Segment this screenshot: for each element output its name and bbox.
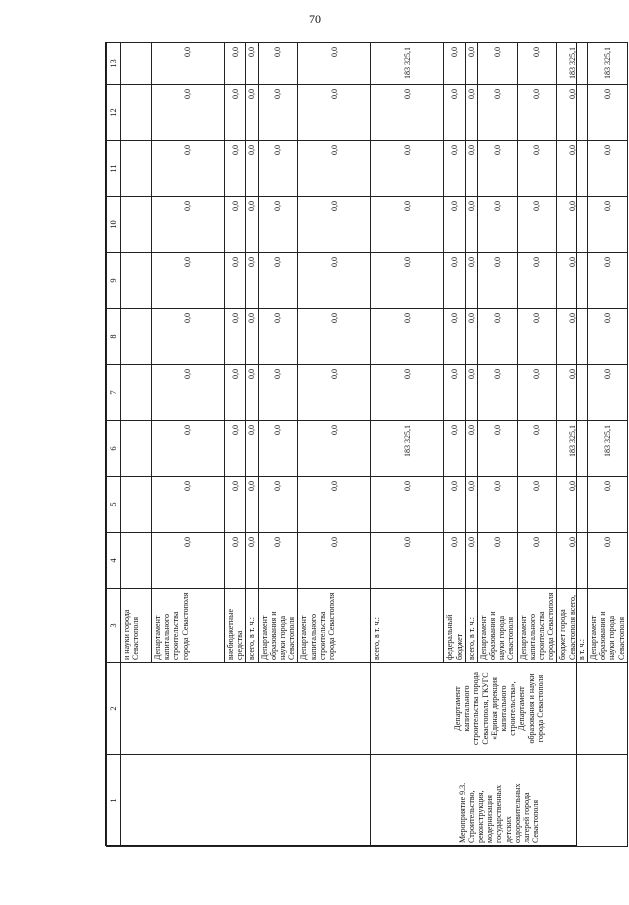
value-cell: 0,0 bbox=[246, 365, 258, 421]
value-cell: 0,0 bbox=[587, 477, 627, 533]
header-cell: 3 bbox=[107, 589, 121, 663]
value-cell bbox=[121, 141, 152, 197]
value-cell: 0,0 bbox=[444, 533, 465, 589]
value-cell: 0,0 bbox=[477, 477, 517, 533]
funding-source-cell: и науки города Севастополя bbox=[121, 589, 152, 663]
value-cell: 0,0 bbox=[225, 477, 246, 533]
value-cell: 0,0 bbox=[587, 533, 627, 589]
value-cell: 0,0 bbox=[371, 197, 444, 253]
value-cell: 0,0 bbox=[465, 253, 477, 309]
value-cell: 0,0 bbox=[465, 309, 477, 365]
value-cell: 0,0 bbox=[152, 253, 225, 309]
value-cell: 0,0 bbox=[587, 309, 627, 365]
value-cell: 0,0 bbox=[557, 365, 588, 421]
value-cell: 0,0 bbox=[298, 477, 371, 533]
value-cell: 0,0 bbox=[557, 309, 588, 365]
empty-cell bbox=[121, 663, 371, 755]
value-cell: 183 325,1 bbox=[371, 421, 444, 477]
value-cell: 183 325,1 bbox=[587, 43, 627, 85]
value-cell: 0,0 bbox=[246, 477, 258, 533]
value-cell: 0,0 bbox=[444, 141, 465, 197]
value-cell: 0,0 bbox=[444, 43, 465, 85]
value-cell: 0,0 bbox=[258, 141, 298, 197]
header-cell: 9 bbox=[107, 253, 121, 309]
value-cell: 0,0 bbox=[477, 421, 517, 477]
value-cell: 0,0 bbox=[152, 141, 225, 197]
value-cell: 0,0 bbox=[517, 85, 557, 141]
header-cell: 11 bbox=[107, 141, 121, 197]
measure-name-cell: Мероприятие 9.3. Строительство, реконструкция, модернизация государственных детских оздоровительных лагерей города Севастополя bbox=[371, 755, 627, 847]
value-cell bbox=[121, 477, 152, 533]
value-cell: 0,0 bbox=[258, 533, 298, 589]
value-cell: 0,0 bbox=[444, 197, 465, 253]
value-cell: 0,0 bbox=[557, 85, 588, 141]
table-row bbox=[121, 43, 152, 847]
value-cell: 0,0 bbox=[444, 85, 465, 141]
value-cell bbox=[121, 421, 152, 477]
value-cell: 0,0 bbox=[444, 309, 465, 365]
value-cell: 0,0 bbox=[444, 421, 465, 477]
funding-source-cell: Департамент образования и науки города Севастополя bbox=[477, 589, 517, 663]
header-cell: 12 bbox=[107, 85, 121, 141]
empty-cell bbox=[121, 755, 371, 847]
header-cell: 13 bbox=[107, 43, 121, 85]
header-row bbox=[107, 43, 121, 847]
value-cell: 0,0 bbox=[371, 533, 444, 589]
funding-source-cell: внебюджетные средства bbox=[225, 589, 246, 663]
value-cell: 0,0 bbox=[298, 43, 371, 85]
value-cell: 0,0 bbox=[587, 85, 627, 141]
funding-source-cell: бюджет города Севастополя всего, в т. ч.: bbox=[557, 589, 588, 663]
value-cell: 0,0 bbox=[465, 141, 477, 197]
header-cell: 7 bbox=[107, 365, 121, 421]
value-cell: 0,0 bbox=[465, 365, 477, 421]
value-cell: 0,0 bbox=[371, 477, 444, 533]
funding-source-cell: Департамент капитального строительства города Севастополя bbox=[298, 589, 371, 663]
value-cell: 0,0 bbox=[258, 85, 298, 141]
value-cell: 0,0 bbox=[298, 253, 371, 309]
header-cell: 8 bbox=[107, 309, 121, 365]
value-cell: 0,0 bbox=[477, 141, 517, 197]
value-cell: 0,0 bbox=[298, 365, 371, 421]
value-cell: 0,0 bbox=[246, 421, 258, 477]
value-cell: 0,0 bbox=[371, 309, 444, 365]
value-cell bbox=[121, 85, 152, 141]
value-cell: 0,0 bbox=[246, 85, 258, 141]
value-cell: 0,0 bbox=[371, 141, 444, 197]
funding-source-cell: Департамент образования и науки города Севастополя bbox=[258, 589, 298, 663]
value-cell: 0,0 bbox=[517, 309, 557, 365]
value-cell: 0,0 bbox=[517, 421, 557, 477]
value-cell: 0,0 bbox=[258, 477, 298, 533]
value-cell: 0,0 bbox=[517, 533, 557, 589]
value-cell bbox=[121, 43, 152, 85]
value-cell bbox=[121, 309, 152, 365]
table-row bbox=[371, 43, 444, 847]
rotated-table-frame bbox=[106, 43, 626, 847]
value-cell: 0,0 bbox=[477, 309, 517, 365]
value-cell: 0,0 bbox=[557, 533, 588, 589]
value-cell: 0,0 bbox=[517, 365, 557, 421]
value-cell: 0,0 bbox=[517, 43, 557, 85]
value-cell: 0,0 bbox=[246, 141, 258, 197]
value-cell: 0,0 bbox=[246, 253, 258, 309]
value-cell: 0,0 bbox=[587, 141, 627, 197]
value-cell: 0,0 bbox=[371, 85, 444, 141]
responsible-cell: Департамент капитального строительства города Севастополя, ГКУГС «Единая дирекция капитального строительства», Департамент образования и науки города Севастополя bbox=[371, 663, 627, 755]
page-number: 70 bbox=[309, 12, 321, 26]
value-cell: 0,0 bbox=[152, 421, 225, 477]
value-cell: 0,0 bbox=[152, 197, 225, 253]
value-cell: 0,0 bbox=[465, 421, 477, 477]
funding-source-cell: Департамент капитального строительства города Севастополя bbox=[152, 589, 225, 663]
funding-table bbox=[106, 42, 628, 847]
value-cell: 0,0 bbox=[557, 477, 588, 533]
funding-source-cell: всего, в т. ч.: bbox=[371, 589, 444, 663]
funding-source-cell: всего, в т. ч.: bbox=[246, 589, 258, 663]
value-cell: 0,0 bbox=[152, 477, 225, 533]
header-cell: 10 bbox=[107, 197, 121, 253]
value-cell: 0,0 bbox=[465, 533, 477, 589]
header-cell: 1 bbox=[107, 755, 121, 847]
value-cell: 0,0 bbox=[258, 253, 298, 309]
value-cell: 183 325,1 bbox=[557, 43, 588, 85]
value-cell: 0,0 bbox=[587, 253, 627, 309]
value-cell: 0,0 bbox=[152, 365, 225, 421]
value-cell: 0,0 bbox=[258, 365, 298, 421]
value-cell: 0,0 bbox=[557, 141, 588, 197]
value-cell: 0,0 bbox=[225, 533, 246, 589]
value-cell: 0,0 bbox=[477, 365, 517, 421]
value-cell: 0,0 bbox=[298, 533, 371, 589]
value-cell: 0,0 bbox=[246, 43, 258, 85]
value-cell: 0,0 bbox=[557, 197, 588, 253]
funding-source-cell: Департамент образования и науки города Севастополя bbox=[587, 589, 627, 663]
value-cell: 0,0 bbox=[298, 197, 371, 253]
value-cell: 0,0 bbox=[152, 43, 225, 85]
value-cell: 0,0 bbox=[298, 141, 371, 197]
value-cell: 0,0 bbox=[225, 197, 246, 253]
funding-source-cell: Департамент капитального строительства города Севастополя bbox=[517, 589, 557, 663]
value-cell: 0,0 bbox=[258, 43, 298, 85]
funding-source-cell: федеральный бюджет bbox=[444, 589, 465, 663]
header-cell: 6 bbox=[107, 421, 121, 477]
value-cell: 0,0 bbox=[246, 309, 258, 365]
value-cell: 0,0 bbox=[517, 197, 557, 253]
value-cell: 0,0 bbox=[465, 197, 477, 253]
value-cell: 0,0 bbox=[258, 197, 298, 253]
value-cell: 0,0 bbox=[298, 85, 371, 141]
value-cell: 0,0 bbox=[465, 43, 477, 85]
value-cell: 0,0 bbox=[587, 365, 627, 421]
budget-table bbox=[105, 42, 626, 846]
value-cell: 0,0 bbox=[225, 85, 246, 141]
funding-source-cell: всего, в т. ч.: bbox=[465, 589, 477, 663]
value-cell: 0,0 bbox=[225, 365, 246, 421]
value-cell: 0,0 bbox=[225, 141, 246, 197]
value-cell: 0,0 bbox=[444, 477, 465, 533]
value-cell: 0,0 bbox=[517, 477, 557, 533]
value-cell: 0,0 bbox=[152, 533, 225, 589]
value-cell: 0,0 bbox=[225, 43, 246, 85]
value-cell: 0,0 bbox=[246, 533, 258, 589]
value-cell bbox=[121, 365, 152, 421]
value-cell: 0,0 bbox=[371, 365, 444, 421]
value-cell: 183 325,1 bbox=[371, 43, 444, 85]
value-cell bbox=[121, 533, 152, 589]
value-cell: 0,0 bbox=[258, 421, 298, 477]
value-cell: 0,0 bbox=[477, 533, 517, 589]
value-cell: 0,0 bbox=[152, 309, 225, 365]
value-cell: 0,0 bbox=[258, 309, 298, 365]
value-cell: 0,0 bbox=[225, 421, 246, 477]
value-cell: 0,0 bbox=[517, 253, 557, 309]
table-body bbox=[121, 43, 628, 847]
value-cell: 0,0 bbox=[444, 253, 465, 309]
value-cell: 0,0 bbox=[225, 253, 246, 309]
value-cell bbox=[121, 253, 152, 309]
value-cell: 0,0 bbox=[465, 477, 477, 533]
value-cell: 0,0 bbox=[444, 365, 465, 421]
value-cell: 0,0 bbox=[246, 197, 258, 253]
value-cell: 0,0 bbox=[477, 253, 517, 309]
value-cell: 183 325,1 bbox=[557, 421, 588, 477]
value-cell: 183 325,1 bbox=[587, 421, 627, 477]
header-cell: 5 bbox=[107, 477, 121, 533]
value-cell: 0,0 bbox=[477, 43, 517, 85]
value-cell bbox=[121, 197, 152, 253]
value-cell: 0,0 bbox=[225, 309, 246, 365]
value-cell: 0,0 bbox=[557, 253, 588, 309]
value-cell: 0,0 bbox=[517, 141, 557, 197]
value-cell: 0,0 bbox=[477, 85, 517, 141]
header-cell: 4 bbox=[107, 533, 121, 589]
value-cell: 0,0 bbox=[371, 253, 444, 309]
value-cell: 0,0 bbox=[465, 85, 477, 141]
value-cell: 0,0 bbox=[298, 309, 371, 365]
value-cell: 0,0 bbox=[587, 197, 627, 253]
header-cell: 2 bbox=[107, 663, 121, 755]
value-cell: 0,0 bbox=[152, 85, 225, 141]
value-cell: 0,0 bbox=[477, 197, 517, 253]
value-cell: 0,0 bbox=[298, 421, 371, 477]
